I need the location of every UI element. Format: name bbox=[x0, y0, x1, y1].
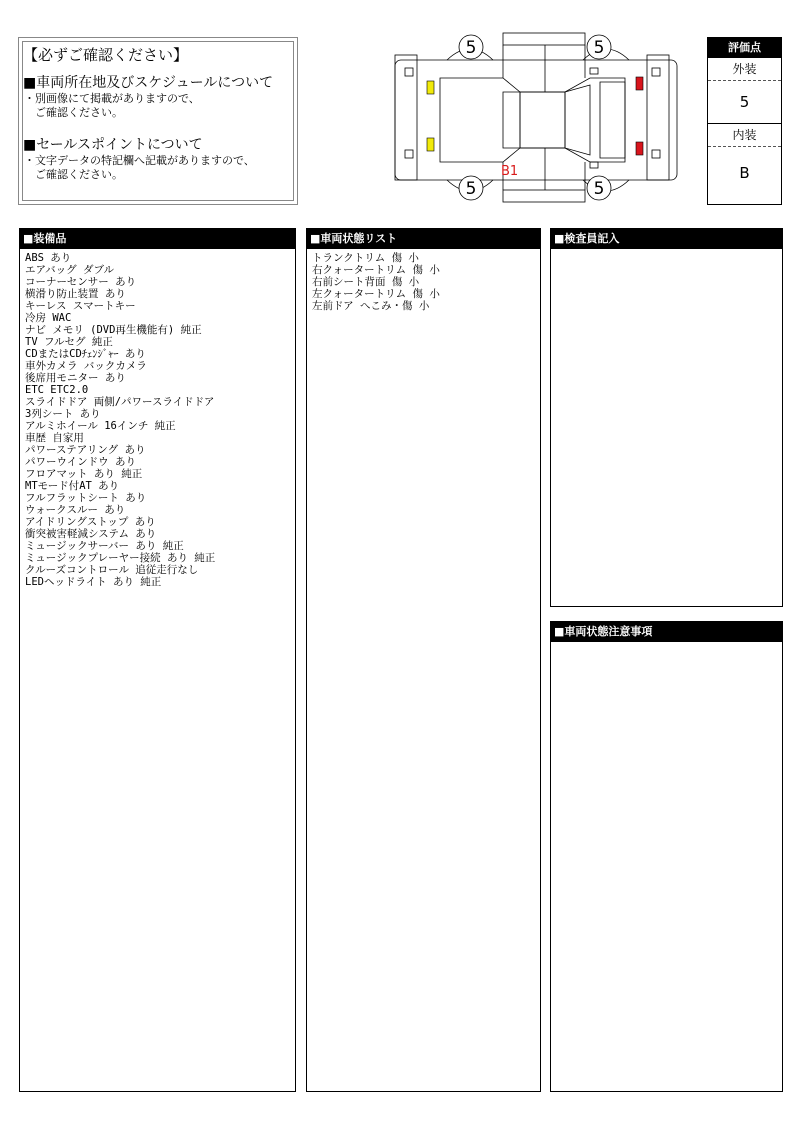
mirror-left bbox=[590, 68, 598, 74]
red-marker bbox=[636, 142, 643, 155]
notice-section1-line2: ご確認ください。 bbox=[24, 106, 123, 119]
condition-item: 右クォータートリム 傷 小 bbox=[312, 264, 440, 276]
inspector-header: ■検査員記入 bbox=[551, 229, 782, 249]
equipment-item: クルーズコントロール 追従走行なし bbox=[25, 564, 199, 576]
grade-header: 評価点 bbox=[708, 38, 781, 58]
exterior-value: 5 bbox=[739, 93, 750, 111]
grade-box bbox=[707, 37, 782, 205]
equipment-item: ABS あり bbox=[25, 252, 72, 264]
vehicle-diagram bbox=[385, 30, 685, 205]
equipment-item: キーレス スマートキー bbox=[25, 300, 136, 312]
notice-box bbox=[18, 37, 298, 205]
rear-window bbox=[503, 92, 520, 148]
equipment-item: フルフラットシート あり bbox=[25, 492, 147, 504]
tire-grade-front-right: 5 bbox=[593, 38, 605, 58]
equipment-item: 車外カメラ バックカメラ bbox=[25, 360, 147, 372]
condition-list-panel bbox=[306, 228, 541, 1092]
equipment-item: ミュージックプレーヤー接続 あり 純正 bbox=[25, 552, 216, 564]
equipment-item: ETC ETC2.0 bbox=[25, 384, 89, 396]
tire-grade-rear-right: 5 bbox=[593, 179, 605, 199]
interior-label: 内装 bbox=[708, 123, 781, 147]
interior-value: B bbox=[739, 164, 750, 182]
equipment-item: 後席用モニター あり bbox=[25, 372, 126, 384]
equipment-item: ウォークスルー あり bbox=[25, 504, 126, 516]
vehicle-body-outline bbox=[395, 60, 677, 180]
equipment-item: パワーウインドウ あり bbox=[25, 456, 137, 468]
lamp-outline bbox=[405, 150, 413, 158]
side-panel-bottom bbox=[503, 190, 585, 202]
notes-panel bbox=[550, 621, 783, 1092]
rear-bumper-outline bbox=[395, 55, 417, 180]
mirror-right bbox=[590, 162, 598, 168]
yellow-marker bbox=[427, 138, 434, 151]
damage-label: B1 bbox=[501, 164, 519, 179]
equipment-item: LEDヘッドライト あり 純正 bbox=[25, 576, 162, 588]
tire-grade-rear-left: 5 bbox=[465, 179, 477, 199]
equipment-item: ナビ メモリ (DVD再生機能有) 純正 bbox=[25, 324, 202, 336]
red-marker bbox=[636, 77, 643, 90]
yellow-marker bbox=[427, 81, 434, 94]
lamp-outline bbox=[652, 150, 660, 158]
condition-item: 左前ドア へこみ・傷 小 bbox=[312, 300, 430, 312]
notice-section1-heading: ■車両所在地及びスケジュールについて bbox=[23, 75, 274, 91]
condition-item: 左クォータートリム 傷 小 bbox=[312, 288, 440, 300]
equipment-item: 車歴 自家用 bbox=[25, 432, 84, 444]
equipment-item: TV フルセグ 純正 bbox=[25, 336, 113, 348]
side-panel-top bbox=[503, 33, 585, 45]
equipment-item: パワーステアリング あり bbox=[25, 444, 146, 456]
equipment-list bbox=[20, 249, 295, 588]
inspector-panel bbox=[550, 228, 783, 607]
equipment-item: コーナーセンサー あり bbox=[25, 276, 137, 288]
windshield bbox=[565, 85, 590, 155]
front-bumper-outline bbox=[647, 55, 669, 180]
equipment-item: スライドドア 両側/パワースライドドア bbox=[25, 396, 215, 408]
condition-list-header: ■車両状態リスト bbox=[307, 229, 540, 249]
notice-section2-line1: ・文字データの特記欄へ記載がありますので、 bbox=[24, 154, 255, 167]
roof-panel bbox=[520, 92, 565, 148]
lamp-outline bbox=[652, 68, 660, 76]
equipment-item: フロアマット あり 純正 bbox=[25, 468, 143, 480]
hood-panel bbox=[600, 82, 625, 158]
cabin-outline bbox=[440, 78, 625, 162]
equipment-item: 冷房 WAC bbox=[25, 312, 72, 324]
equipment-item: CDまたはCDﾁｪﾝｼﾞｬｰ あり bbox=[25, 348, 146, 360]
equipment-item: エアバッグ ダブル bbox=[25, 264, 115, 276]
exterior-label: 外装 bbox=[708, 58, 781, 81]
notice-section1-line1: ・別画像にて掲載がありますので、 bbox=[24, 92, 200, 105]
tire-grade-front-left: 5 bbox=[465, 38, 477, 58]
notes-header: ■車両状態注意事項 bbox=[551, 622, 782, 642]
equipment-panel bbox=[19, 228, 296, 1092]
equipment-header: ■装備品 bbox=[20, 229, 295, 249]
equipment-item: ミュージックサーバー あり 純正 bbox=[25, 540, 184, 552]
equipment-item: MTモード付AT あり bbox=[25, 480, 120, 492]
equipment-item: 横滑り防止装置 あり bbox=[25, 288, 126, 300]
equipment-item: アイドリングストップ あり bbox=[25, 516, 156, 528]
equipment-item: 3列シート あり bbox=[25, 408, 101, 420]
notice-section2-heading: ■セールスポイントについて bbox=[23, 137, 203, 153]
condition-item: トランクトリム 傷 小 bbox=[312, 252, 419, 264]
lamp-outline bbox=[405, 68, 413, 76]
notice-section2-line2: ご確認ください。 bbox=[24, 168, 123, 181]
condition-item: 右前シート背面 傷 小 bbox=[312, 276, 420, 288]
equipment-item: アルミホイール 16インチ 純正 bbox=[25, 420, 176, 432]
notice-title: 【必ずご確認ください】 bbox=[23, 46, 189, 64]
equipment-item: 衝突被害軽減システム あり bbox=[25, 528, 157, 540]
condition-list bbox=[307, 249, 540, 312]
